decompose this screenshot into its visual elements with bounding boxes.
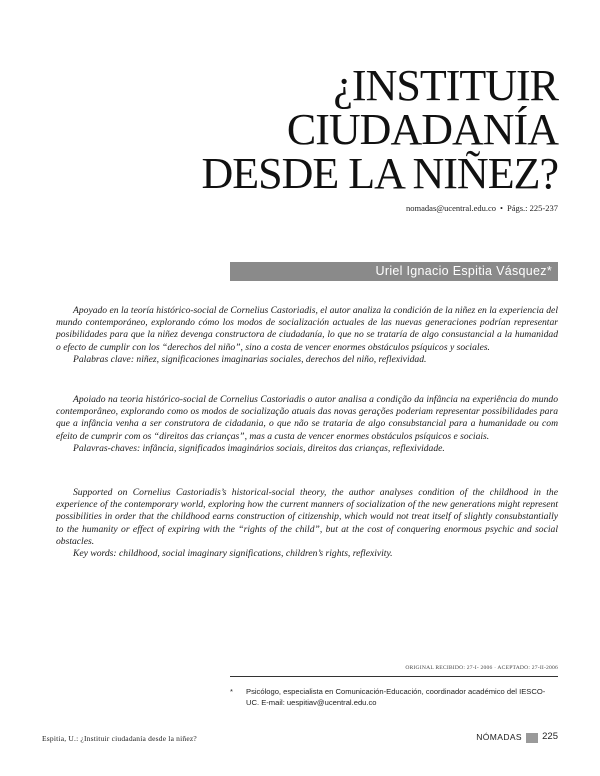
journal-email-link[interactable]: nomadas@ucentral.edu.co bbox=[406, 203, 497, 213]
received-accepted-dates: ORIGINAL RECIBIDO: 27-I- 2006 · ACEPTADO: 27-II-2006 bbox=[405, 665, 558, 671]
footnote-divider bbox=[230, 676, 558, 677]
keywords-english: Key words: childhood, social imaginary significations, children’s rights, reflexivity. bbox=[73, 548, 393, 560]
abstract-spanish-text: Apoyado en la teoría histórico-social de Cornelius Castoriadis, el autor analiza la condición de la niñez en la experiencia del mundo contemporáneo, explorando cómo los modos de socialización actuales de las nuevas generaciones podrían representar posibilidades para que la niñez devenga constructora de ciudadanía, lo que no se trataría de algo consustancial a la humanidad o efecto de cumplir con los “derechos del niño”, sino a costa de vencer enormes obstáculos psíquicos y sociales. bbox=[56, 305, 558, 353]
article-meta bbox=[406, 203, 558, 213]
author-name: Uriel Ignacio Espitia Vásquez* bbox=[375, 264, 552, 278]
abstract-english-text: Supported on Cornelius Castoriadis’s historical-social theory, the author analyses condition of the childhood in the experience of the contemporary world, exploring how the current manners of socialization of the new generations might represent possibilities in order that the childhood earns construction of citizenship, which would not treat itself of slightly consubstantially to the humanity or effect of expiring with the “rights of the child”, but at the cost of conquering enormous psychic and social obstacles. bbox=[56, 487, 558, 547]
footnote-text: Psicólogo, especialista en Comunicación-Educación, coordinador académico del IESCO-UC. E-mail: uespitiav@ucentral.edu.co bbox=[246, 687, 546, 707]
page-range: Págs.: 225-237 bbox=[507, 203, 558, 213]
meta-bullet: • bbox=[500, 203, 503, 213]
title-line-3: DESDE LA NIÑEZ? bbox=[201, 149, 558, 198]
author-footnote bbox=[230, 687, 558, 708]
author-banner bbox=[230, 262, 558, 281]
keywords-portuguese: Palavras-chaves: infância, significados imaginários sociais, direitos das crianças, reflexividade. bbox=[73, 442, 445, 454]
title-line-1: ¿INSTITUIR bbox=[333, 61, 558, 110]
abstract-spanish bbox=[56, 305, 558, 366]
abstract-english bbox=[56, 487, 558, 560]
journal-square-icon bbox=[526, 733, 538, 743]
footnote-mark: * bbox=[230, 687, 233, 696]
page-number: 225 bbox=[542, 731, 558, 742]
keywords-spanish: Palabras clave: niñez, significaciones imaginarias sociales, derechos del niño, reflexividad. bbox=[73, 353, 427, 365]
abstract-portuguese-text: Apoiado na teoria histórico-social de Cornelius Castoriadis o autor analisa a condição da infância na experiência do mundo contemporâneo, explorando como os modos de socialização atuais das novas gerações poderiam representar possibilidades para que a infância venha a ser construtora de cidadania, o que não se trataria de algo consubstancial para a humanidade ou com efeito de cumprir com os “direitos das crianças”, mas a custa de vencer enormes obstáculos psíquicos e sociais. bbox=[56, 394, 558, 442]
running-head: Espitia, U.: ¿Instituir ciudadanía desde la niñez? bbox=[42, 734, 197, 743]
abstract-portuguese bbox=[56, 394, 558, 455]
article-title bbox=[58, 61, 558, 198]
journal-name: NÓMADAS bbox=[476, 732, 522, 742]
title-line-2: CIUDADANÍA bbox=[286, 105, 558, 154]
